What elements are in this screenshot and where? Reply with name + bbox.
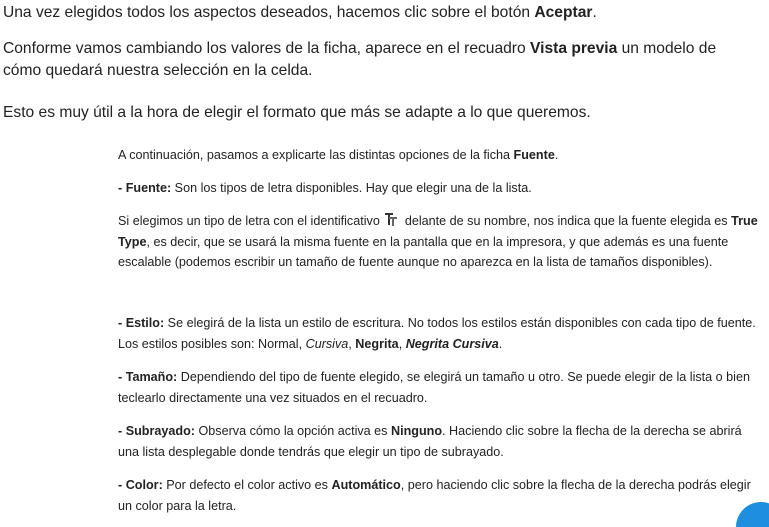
paragraph-tamano — [118, 367, 758, 408]
paragraph-ficha-fuente — [118, 145, 758, 166]
text-run: , — [348, 336, 356, 351]
bold-aceptar: Aceptar — [534, 4, 593, 21]
paragraph-estilo — [118, 313, 758, 354]
text-run: Si elegimos un tipo de letra con el identificativo — [118, 214, 384, 228]
label-tamano: - Tamaño: — [118, 370, 178, 384]
text-run: . Haciendo clic sobre la flecha de la derecha se abrirá una lista desplegable donde tendrás que elegir un tipo de subrayado. — [118, 424, 742, 459]
paragraph-vista-previa — [3, 38, 753, 82]
paragraph-truetype — [118, 211, 758, 273]
bold-vista-previa: Vista previa — [530, 40, 618, 57]
text-run: Observa cómo la opción activa es — [194, 424, 391, 438]
text-run: . — [554, 148, 559, 162]
bold-ninguno: Ninguno — [390, 424, 443, 438]
text-run: Una vez elegidos todos los aspectos deseados, hacemos clic sobre el botón — [3, 4, 535, 21]
paragraph-fuente-option — [118, 178, 758, 199]
label-subrayado: - Subrayado: — [118, 424, 195, 438]
paragraph-subrayado — [118, 421, 758, 462]
bold-automatico: Automático — [331, 478, 401, 492]
paragraph-formato: Esto es muy útil a la hora de elegir el formato que más se adapte a lo que queremos. — [3, 104, 591, 121]
label-estilo: - Estilo: — [118, 316, 165, 330]
text-run: Dependiendo del tipo de fuente elegido, se elegirá un tamaño u otro. Se puede elegir de la lista o bien teclearlo directamente una vez situados en el recuadro. — [118, 370, 750, 405]
bold-true-type: True Type — [118, 214, 758, 249]
text-run: , es decir, que se usará la misma fuente en la pantalla que en la impresora, y que además es una fuente escalable (podemos escribir un tamaño de fuente aunque no aparezca en la lista de tamaños disponibles). — [118, 234, 729, 269]
text-run: Se elegirá de la lista un estilo de escritura. No todos los estilos están disponibles con cada tipo de fuente. Los estilos posibles son: Normal, — [118, 316, 756, 351]
truetype-icon — [384, 212, 398, 226]
bold-fuente: Fuente — [513, 148, 555, 162]
text-run: un modelo de cómo quedará nuestra selección en la celda. — [3, 40, 717, 79]
text-run: . — [592, 4, 597, 21]
text-run: A continuación, pasamos a explicarte las distintas opciones de la ficha — [118, 148, 514, 162]
label-fuente: - Fuente: — [118, 181, 172, 195]
text-run: Conforme vamos cambiando los valores de la ficha, aparece en el recuadro — [3, 40, 531, 57]
text-run: Por defecto el color activo es — [162, 478, 332, 492]
text-run: , pero haciendo clic sobre la flecha de la derecha podrás elegir un color para la letra. — [118, 478, 751, 513]
paragraph-color — [118, 475, 758, 516]
text-run: . — [498, 336, 503, 351]
label-color: - Color: — [118, 478, 163, 492]
text-run: Son los tipos de letra disponibles. Hay que elegir una de la lista. — [171, 181, 532, 195]
text-run: , — [398, 336, 406, 351]
italic-cursiva: Cursiva — [305, 336, 349, 351]
paragraph-aceptar — [3, 2, 597, 24]
text-run: delante de su nombre, nos indica que la fuente elegida es — [401, 214, 732, 228]
bold-italic-negrita-cursiva: Negrita Cursiva — [405, 336, 499, 351]
bold-negrita: Negrita — [355, 336, 399, 351]
